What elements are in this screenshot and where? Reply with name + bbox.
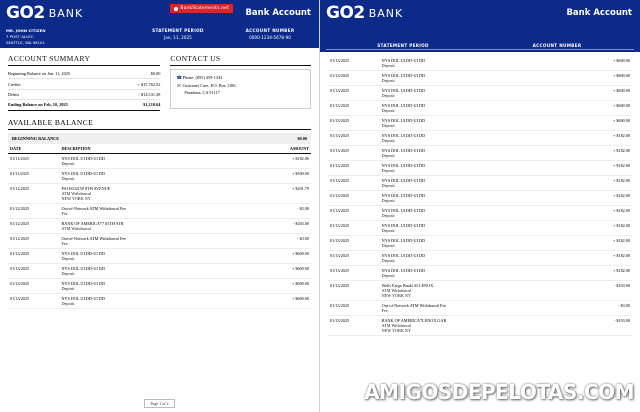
desc-main: NYS DOL UI DD-UI DD xyxy=(381,148,426,153)
desc-sub: Deposit xyxy=(381,198,395,203)
cell-description xyxy=(380,281,568,301)
cell-description xyxy=(380,301,568,316)
statement-period-label: STATEMENT PERIOD xyxy=(377,43,429,48)
cell-amount: + $600.00 xyxy=(568,71,632,86)
site-watermark: AMIGOSDEPELOTAS.COM xyxy=(364,380,634,404)
cell-date: 01/13/2025 xyxy=(8,263,60,278)
statement-period-value: Jan, 11, 2025 xyxy=(164,35,192,40)
cell-amount: + $201.79 xyxy=(247,183,311,203)
cell-date: 01/13/2025 xyxy=(8,248,60,263)
contact-us-title: CONTACT US xyxy=(170,54,311,66)
cell-description xyxy=(380,221,568,236)
cell-amount: + $182.00 xyxy=(568,146,632,161)
desc-main: PAI ISO2150 8TH AVENUE xyxy=(61,185,111,191)
transactions-table-page2 xyxy=(328,56,632,336)
cell-amount: - $3.00 xyxy=(568,301,632,316)
account-number-value: 0000-1234-5678-90 xyxy=(249,35,291,40)
desc-sub: Deposit xyxy=(381,258,395,263)
contact-address-label: Customer Care, P.O. Box 1100, xyxy=(182,82,237,88)
table-row xyxy=(328,251,632,266)
cell-date: 01/13/2025 xyxy=(328,56,380,71)
account-summary-title: ACCOUNT SUMMARY xyxy=(8,54,160,66)
cell-amount: - $203.00 xyxy=(247,218,311,233)
table-row xyxy=(8,153,311,168)
table-row xyxy=(8,278,311,293)
desc-sub: Deposit xyxy=(381,228,395,233)
cell-description xyxy=(60,203,248,218)
cell-amount: - $103.00 xyxy=(568,316,632,336)
cell-date: 01/12/2025 xyxy=(8,218,60,233)
page1-body xyxy=(0,48,319,309)
table-row xyxy=(328,191,632,206)
page1-subheader xyxy=(0,26,319,48)
table-row xyxy=(328,206,632,221)
desc-main: BANK OF AMERICA*LENOX GAR xyxy=(381,318,447,323)
table-row xyxy=(328,316,632,336)
desc-main: Wells Fargo Bank143 LENOX xyxy=(381,283,434,288)
beginning-balance-row xyxy=(8,133,311,144)
desc-sub: Deposit xyxy=(381,63,395,68)
cell-description xyxy=(60,218,248,233)
phone-icon: ☎ xyxy=(176,75,182,80)
column-description: DESCRIPTION xyxy=(60,144,248,154)
cell-date: 01/13/2025 xyxy=(8,293,60,308)
desc-main: NYS DOL UI DD-UI DD xyxy=(381,253,426,258)
cell-date: 01/13/2025 xyxy=(328,71,380,86)
desc-main: NYS DOL UI DD-UI DD xyxy=(381,208,426,213)
desc-sub: Deposit xyxy=(381,153,395,158)
page2-body xyxy=(320,52,640,336)
cell-date: 01/13/2025 xyxy=(8,278,60,293)
summary-row-label: Debits xyxy=(8,91,20,97)
desc-sub: Deposit xyxy=(381,138,395,143)
badge-dot-icon xyxy=(174,7,178,11)
desc-main: NYS DOL UI DD-UI DD xyxy=(381,58,426,63)
account-number-block xyxy=(227,28,313,48)
cell-description xyxy=(60,183,248,203)
contact-address-row-2 xyxy=(176,89,305,97)
cell-amount: + $182.00 xyxy=(568,221,632,236)
desc-sub: Deposit xyxy=(381,183,395,188)
brand-logo-page2 xyxy=(320,0,403,26)
account-number-label: ACCOUNT NUMBER xyxy=(532,43,582,48)
contact-phone-value: (855) 459-1334 xyxy=(195,75,223,80)
cell-date: 01/13/2025 xyxy=(328,251,380,266)
desc-sub: Deposit xyxy=(381,273,395,278)
cell-date: 01/13/2025 xyxy=(328,161,380,176)
desc-sub2: NEW YORK NY xyxy=(381,293,411,298)
cell-amount: + $182.00 xyxy=(568,131,632,146)
desc-sub: ATM Withdrawal xyxy=(381,323,412,328)
summary-row-value: $0.00 xyxy=(150,71,161,77)
customer-address xyxy=(6,28,129,48)
summary-row-label: Credits xyxy=(8,81,21,87)
desc-main: NYS DOL UI DD-UI DD xyxy=(381,268,426,273)
cell-amount: + $182.00 xyxy=(568,236,632,251)
table-row xyxy=(8,203,311,218)
contact-details-box xyxy=(170,69,311,109)
cell-date: 01/13/2025 xyxy=(328,146,380,161)
page2-subheader xyxy=(320,26,640,52)
table-row xyxy=(328,281,632,301)
desc-main: NYS DOL UI DD-UI DD xyxy=(381,238,426,243)
transactions-table-body-page2 xyxy=(328,56,632,336)
table-row xyxy=(328,131,632,146)
cell-description xyxy=(380,161,568,176)
page1-header xyxy=(0,0,319,26)
desc-sub: Deposit xyxy=(381,168,395,173)
cell-description xyxy=(380,71,568,86)
logo-go2-text: GO2 xyxy=(6,2,45,23)
badge-label: BankStatements.net xyxy=(180,6,229,11)
desc-sub: Deposit xyxy=(381,93,395,98)
table-row xyxy=(328,146,632,161)
page1-title: Bank Account xyxy=(245,8,311,18)
cell-amount: + $182.00 xyxy=(568,266,632,281)
cell-description xyxy=(380,236,568,251)
customer-address-line1: 7 POST ALLEY, xyxy=(6,33,35,39)
cell-amount: + $182.00 xyxy=(568,176,632,191)
logo-go2-text: GO2 xyxy=(326,2,365,23)
cell-description xyxy=(60,168,248,183)
statement-page-2 xyxy=(320,0,640,412)
cell-amount: - $103.00 xyxy=(568,281,632,301)
account-number-label: ACCOUNT NUMBER xyxy=(245,28,295,33)
cell-amount: + $600.00 xyxy=(247,263,311,278)
cell-amount: + $600.00 xyxy=(247,278,311,293)
cell-amount: + $600.00 xyxy=(568,116,632,131)
cell-date: 01/13/2025 xyxy=(328,281,380,301)
cell-date: 01/13/2025 xyxy=(328,116,380,131)
cell-amount: + $182.00 xyxy=(568,161,632,176)
cell-amount: + $182.00 xyxy=(568,206,632,221)
beginning-balance-label: BEGINNING BALANCE xyxy=(12,135,60,141)
desc-sub: Deposit xyxy=(61,160,75,166)
page2-title: Bank Account xyxy=(566,8,632,18)
table-row xyxy=(328,221,632,236)
summary-row-label: Beginning Balance on Jan, 11, 2025 xyxy=(8,71,71,77)
page2-header xyxy=(320,0,640,26)
desc-main: NYS DOL UI DD-UI DD xyxy=(61,250,105,256)
desc-main: Out-of-Network ATM Withdrawal Fee xyxy=(61,235,127,241)
table-row xyxy=(328,71,632,86)
cell-date: 01/13/2025 xyxy=(328,236,380,251)
cell-date: 01/13/2025 xyxy=(328,316,380,336)
desc-main: Out-of-Network ATM Withdrawal Fee xyxy=(381,303,447,308)
summary-row-value: + $15,782.02 xyxy=(137,81,161,87)
cell-amount: + $600.00 xyxy=(568,86,632,101)
cell-description xyxy=(60,248,248,263)
desc-main: BANK OF AMERICA*7 65TH STR xyxy=(61,220,124,226)
desc-sub2: NEW YORK NY xyxy=(61,195,91,201)
desc-main: NYS DOL UI DD-UI DD xyxy=(381,73,426,78)
beginning-balance-value: $0.00 xyxy=(297,135,307,141)
desc-sub: Deposit xyxy=(381,108,395,113)
table-row xyxy=(328,236,632,251)
desc-sub: Fee xyxy=(61,210,68,216)
statement-period-block xyxy=(129,28,227,48)
cell-description xyxy=(380,206,568,221)
cell-description xyxy=(60,278,248,293)
desc-main: NYS DOL UI DD-UI DD xyxy=(61,295,105,301)
transactions-table-page1 xyxy=(8,144,311,309)
desc-sub: Deposit xyxy=(381,243,395,248)
cell-amount: + $600.00 xyxy=(568,101,632,116)
cell-date: 01/13/2025 xyxy=(328,206,380,221)
contact-phone-row xyxy=(176,74,305,82)
cell-date: 01/11/2025 xyxy=(8,153,60,168)
table-row xyxy=(328,86,632,101)
cell-amount: + $182.00 xyxy=(568,191,632,206)
table-row xyxy=(8,293,311,308)
contact-us-section xyxy=(170,54,311,111)
contact-phone-label: Phone: xyxy=(182,75,195,80)
desc-sub: Deposit xyxy=(61,270,75,276)
available-balance-title: AVAILABLE BALANCE xyxy=(8,118,311,130)
desc-main: NYS DOL UI DD-UI DD xyxy=(381,178,426,183)
desc-sub: ATM Withdrawal xyxy=(61,225,91,231)
cell-date: 01/13/2025 xyxy=(328,301,380,316)
brand-logo xyxy=(0,0,83,26)
desc-sub2: NEW YORK NY xyxy=(381,328,411,333)
account-summary-rows xyxy=(8,69,160,111)
desc-sub: Deposit xyxy=(61,300,75,306)
cell-description xyxy=(380,86,568,101)
customer-name: MR. JOHN CITIZEN xyxy=(6,28,46,33)
table-row xyxy=(8,263,311,278)
cell-date: 01/12/2025 xyxy=(8,233,60,248)
table-row xyxy=(328,301,632,316)
desc-sub: Deposit xyxy=(61,255,75,261)
table-row xyxy=(8,168,311,183)
account-summary-section xyxy=(8,54,160,111)
desc-main: NYS DOL UI DD-UI DD xyxy=(381,88,426,93)
table-row xyxy=(8,183,311,203)
cell-description xyxy=(60,233,248,248)
page1-footer xyxy=(0,401,319,406)
cell-amount: + $182.00 xyxy=(247,153,311,168)
transactions-table-body xyxy=(8,153,311,308)
summary-contact-row xyxy=(8,54,311,111)
cell-amount: - $3.00 xyxy=(247,203,311,218)
cell-description xyxy=(380,251,568,266)
cell-date: 01/13/2025 xyxy=(328,131,380,146)
cell-description xyxy=(60,293,248,308)
cell-amount: + $500.00 xyxy=(247,168,311,183)
desc-main: NYS DOL UI DD-UI DD xyxy=(381,103,426,108)
desc-main: NYS DOL UI DD-UI DD xyxy=(381,193,426,198)
table-row xyxy=(328,101,632,116)
table-row xyxy=(328,176,632,191)
cell-amount: + $600.00 xyxy=(247,248,311,263)
page-number: Page 1 of 2 xyxy=(144,399,174,408)
cell-description xyxy=(380,316,568,336)
cell-amount: - $3.00 xyxy=(247,233,311,248)
logo-bank-text: BANK xyxy=(48,6,84,20)
summary-row xyxy=(8,79,160,89)
statement-period-label: STATEMENT PERIOD xyxy=(152,28,204,33)
desc-sub: ATM Withdrawal xyxy=(61,190,91,196)
cell-description xyxy=(380,266,568,281)
cell-description xyxy=(380,56,568,71)
bankstatements-badge xyxy=(170,4,233,13)
cell-description xyxy=(380,101,568,116)
cell-amount: + $600.00 xyxy=(247,293,311,308)
cell-date: 01/13/2025 xyxy=(328,101,380,116)
desc-main: NYS DOL UI DD-UI DD xyxy=(61,170,105,176)
envelope-icon: ✉ xyxy=(177,82,181,88)
table-row xyxy=(328,161,632,176)
desc-sub: Deposit xyxy=(381,123,395,128)
contact-address-row xyxy=(176,82,305,90)
desc-sub: Deposit xyxy=(381,78,395,83)
desc-sub: ATM Withdrawal xyxy=(381,288,412,293)
table-row xyxy=(328,56,632,71)
desc-main: NYS DOL UI DD-UI DD xyxy=(381,133,426,138)
cell-description xyxy=(60,263,248,278)
summary-row xyxy=(8,90,160,100)
cell-date: 01/13/2025 xyxy=(328,176,380,191)
table-row xyxy=(8,233,311,248)
desc-main: NYS DOL UI DD-UI DD xyxy=(381,118,426,123)
cell-date: 01/13/2025 xyxy=(328,266,380,281)
cell-amount: + $182.00 xyxy=(568,251,632,266)
table-row xyxy=(328,266,632,281)
summary-row-ending-balance xyxy=(8,100,160,110)
desc-sub: Deposit xyxy=(381,213,395,218)
table-header-row xyxy=(8,144,311,154)
account-number-block-page2 xyxy=(480,43,634,50)
table-row xyxy=(8,218,311,233)
cell-description xyxy=(380,191,568,206)
table-row xyxy=(8,248,311,263)
desc-main: NYS DOL UI DD-UI DD xyxy=(61,280,105,286)
summary-row xyxy=(8,69,160,79)
cell-description xyxy=(60,153,248,168)
desc-main: NYS DOL UI DD-UI DD xyxy=(61,265,105,271)
customer-address-line2: SEATTLE, WA 98101 xyxy=(6,39,45,45)
desc-main: Out-of-Network ATM Withdrawal Fee xyxy=(61,205,127,211)
contact-address-value: Pasadena, CA 91117 xyxy=(184,90,220,96)
cell-description xyxy=(380,176,568,191)
summary-row-value: $1,210.64 xyxy=(143,102,161,108)
summary-row-value: - $14,531.38 xyxy=(138,91,161,97)
cell-amount: + $600.00 xyxy=(568,56,632,71)
transactions-table-head xyxy=(8,144,311,154)
cell-description xyxy=(380,146,568,161)
cell-date: 01/11/2025 xyxy=(8,168,60,183)
table-row xyxy=(328,116,632,131)
logo-bank-text: BANK xyxy=(368,6,404,20)
cell-date: 01/12/2025 xyxy=(8,203,60,218)
cell-date: 01/12/2025 xyxy=(8,183,60,203)
column-date: DATE xyxy=(8,144,60,154)
desc-sub: Deposit xyxy=(61,285,75,291)
statement-period-block-page2 xyxy=(326,43,480,50)
desc-main: NYS DOL UI DD-UI DD xyxy=(381,223,426,228)
desc-main: NYS DOL UI DD-UI DD xyxy=(381,163,426,168)
summary-row-label: Ending Balance on Feb, 10, 2025 xyxy=(8,102,68,108)
cell-description xyxy=(380,116,568,131)
cell-description xyxy=(380,131,568,146)
cell-date: 01/13/2025 xyxy=(328,191,380,206)
cell-date: 01/13/2025 xyxy=(328,221,380,236)
column-amount: AMOUNT xyxy=(247,144,311,154)
desc-main: NYS DOL UI DD-UI DD xyxy=(61,155,105,161)
cell-date: 01/13/2025 xyxy=(328,86,380,101)
desc-sub: Fee xyxy=(61,240,68,246)
desc-sub: Fee xyxy=(381,308,388,313)
desc-sub: Deposit xyxy=(61,175,75,181)
